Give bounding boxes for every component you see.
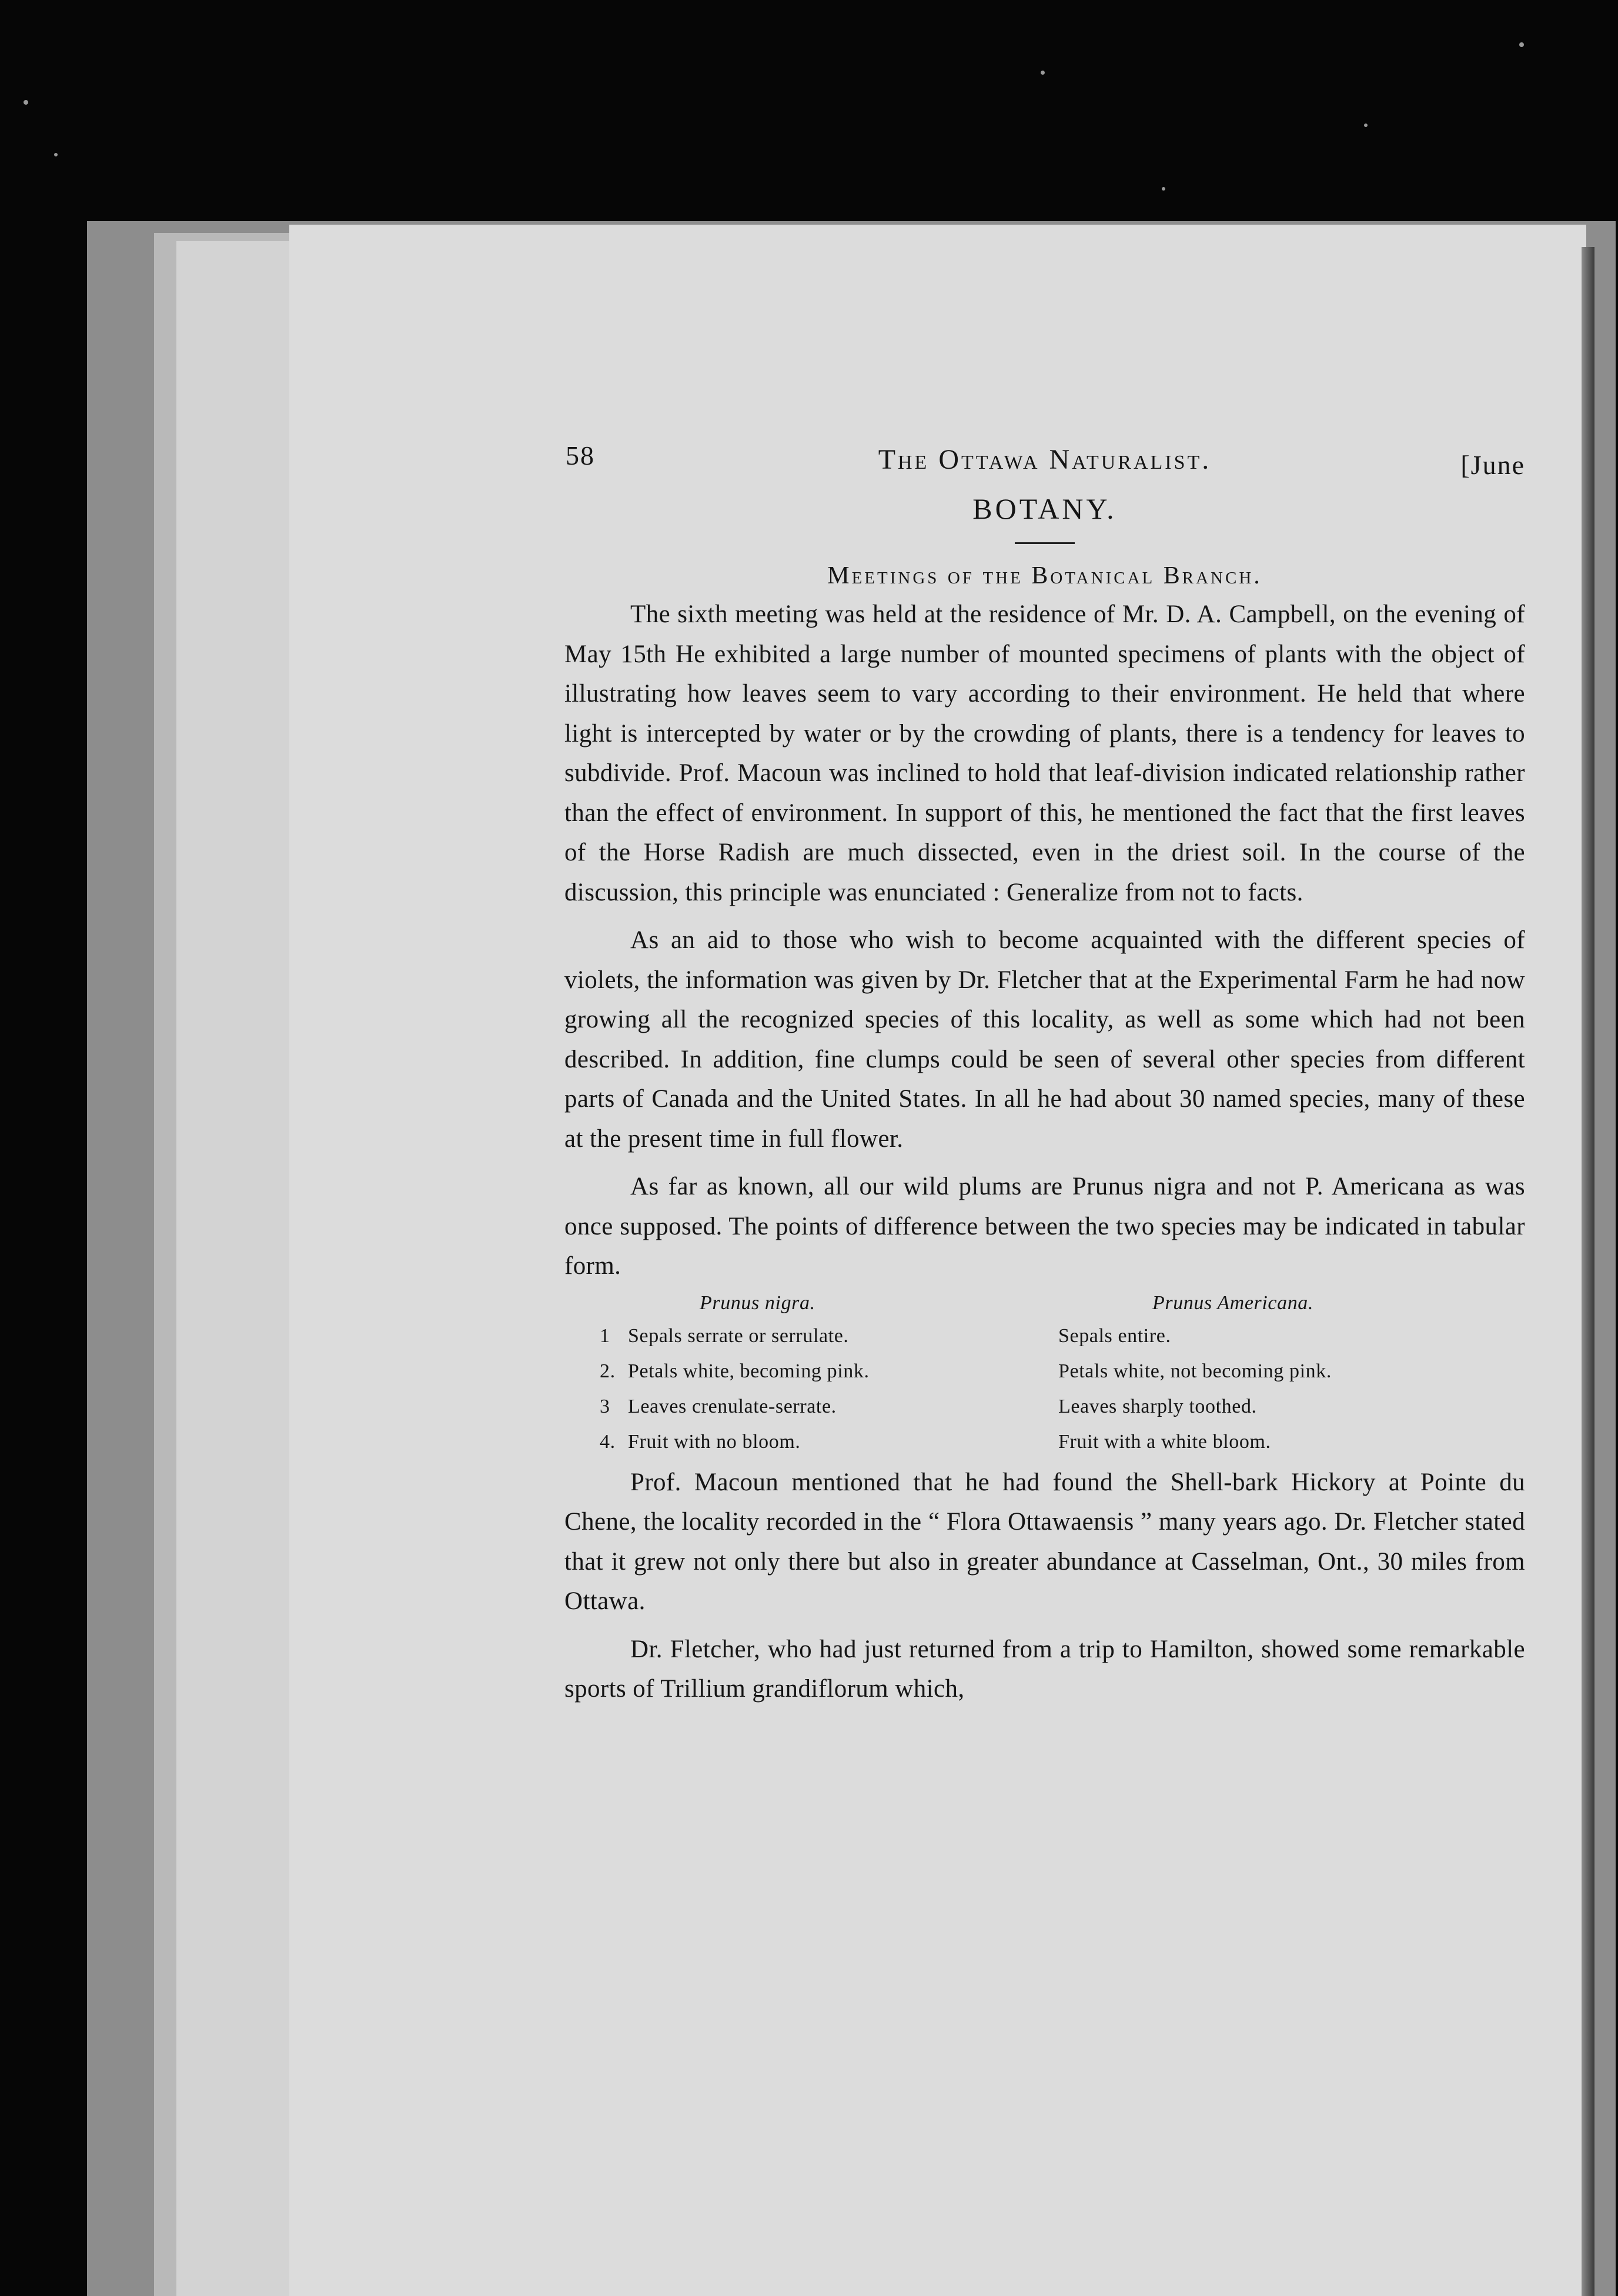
title-rule <box>1015 542 1075 544</box>
page-right-shadow <box>1582 247 1594 2296</box>
paragraph: The sixth meeting was held at the residence of Mr. D. A. Campbell, on the evening of May 15th He exhibited a large number of mounted specimens of plants with the object of illustrating how leaves seem to vary according to their environment. He held that where light is intercepted by water or by the crowding of plants, there is a tendency for leaves to subdivide. Prof. Macoun was inclined to hold that leaf-division indicated relationship rather than the effect of environment. In support of this, he mentioned the fact that the first leaves of the Horse Radish are much dissected, even in the driest soil. In the course of the discussion, this principle was enunciated : Generalize from not to facts. <box>564 600 1525 906</box>
table-row <box>564 1431 1525 1466</box>
americana-cell: Sepals entire. <box>1058 1324 1171 1347</box>
row-number: 1 <box>600 1324 610 1347</box>
journal-title: The Ottawa Naturalist. <box>878 444 1212 475</box>
paragraph: As far as known, all our wild plums are Prunus nigra and not P. Americana as was once supposed. The points of difference between the two species may be indicated in tabular form. <box>564 1173 1525 1280</box>
page-number: 58 <box>566 440 595 470</box>
running-head <box>564 435 1525 486</box>
americana-cell: Fruit with a white bloom. <box>1058 1430 1271 1453</box>
paragraph: As an aid to those who wish to become acquainted with the different species of violets, the information was given by Dr. Fletcher that at the Experimental Farm he had now growing all the recognized species of this locality, as well as some which had not been described. In addition, fine clumps could be seen of several other species from different parts of Canada and the United States. In all he had about 30 named species, many of these at the present time in full flower. <box>564 926 1525 1153</box>
row-number: 2. <box>600 1360 616 1382</box>
table-row <box>564 1396 1525 1431</box>
scan-speck <box>24 100 28 105</box>
americana-cell: Petals white, not becoming pink. <box>1058 1360 1332 1382</box>
scan-speck <box>1364 124 1368 127</box>
section-title: BOTANY. <box>972 492 1117 525</box>
table-header-prunus-nigra: Prunus nigra. <box>700 1292 815 1314</box>
nigra-cell: Sepals serrate or serrulate. <box>628 1324 849 1347</box>
nigra-cell: Fruit with no bloom. <box>628 1430 801 1453</box>
table-row <box>564 1360 1525 1396</box>
page-text <box>564 435 1525 1709</box>
nigra-cell: Leaves crenulate-serrate. <box>628 1395 837 1417</box>
table-header-prunus-americana: Prunus Americana. <box>1152 1292 1313 1314</box>
issue-month: [June <box>1460 450 1525 480</box>
section-subtitle: Meetings of the Botanical Branch. <box>827 562 1262 589</box>
americana-cell: Leaves sharply toothed. <box>1058 1395 1257 1417</box>
comparison-table <box>564 1292 1525 1463</box>
scan-speck <box>1162 187 1165 191</box>
nigra-cell: Petals white, becoming pink. <box>628 1360 870 1382</box>
row-number: 4. <box>600 1430 616 1453</box>
scan-speck <box>1041 71 1045 75</box>
paragraph: Prof. Macoun mentioned that he had found the Shell-bark Hickory at Pointe du Chene, the locality recorded in the “ Flora Ottawaensis ” many years ago. Dr. Fletcher stated that it grew not only there but also in greater abundance at Casselman, Ont., 30 miles from Ottawa. <box>564 1468 1525 1615</box>
paragraph: Dr. Fletcher, who had just returned from a trip to Hamilton, showed some remarkable sports of Trillium grandiflorum which, <box>564 1635 1525 1703</box>
table-row <box>564 1325 1525 1360</box>
scan-speck <box>54 153 58 156</box>
scan-speck <box>1519 42 1524 47</box>
row-number: 3 <box>600 1395 610 1417</box>
